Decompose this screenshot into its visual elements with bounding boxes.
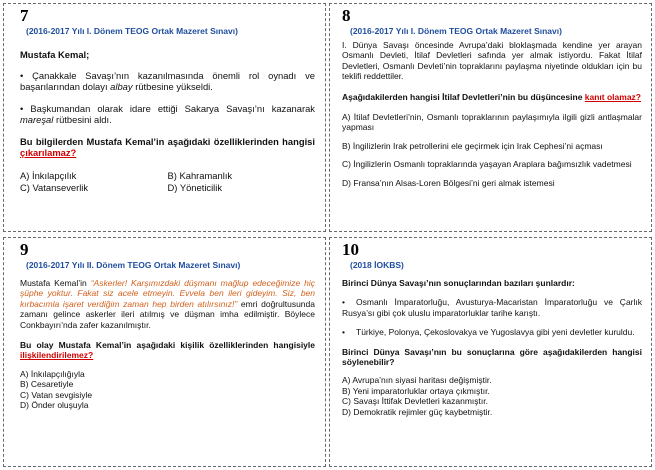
question-7-panel [3,3,326,232]
passage-text: I. Dünya Savaşı öncesinde Avrupa’daki bloklaşmada kendine yer arayan Osmanlı Devleti, İtilaf Devletleri safında yer almak istiyordu. Fakat İtilaf Devletleri, Osmanlı Devleti’nin topraklarını paylaşma niyetinde oldukları için bu teklifi reddettiler. [342,40,642,82]
exam-source: (2016-2017 Yılı I. Dönem TEOG Ortak Mazeret Sınavı) [26,26,238,36]
question-title: Mustafa Kemal; [20,49,90,60]
question-intro: Birinci Dünya Savaşı’nın sonuçlarından bazıları şunlardır: [342,278,575,288]
option-b[interactable]: B) Yeni imparatorluklar ortaya çıkmıştır. [342,385,490,396]
option-a[interactable]: A) İnkılapçılığıyla [20,368,85,379]
option-c[interactable]: C) Vatanseverlik [20,181,89,193]
option-d[interactable]: D) Önder oluşuyla [20,400,89,411]
option-c[interactable]: C) İngilizlerin Osmanlı topraklarında yaşayan Araplara bağımsızlık vadetmesi [342,159,632,170]
answer-options [342,375,642,417]
answer-options [20,170,315,192]
bullet-item: • Çanakkale Savaşı’nın kazanılmasında önemli rol oynadı ve başarılarından dolayı albay rütbesine yükseldi. [20,70,315,93]
question-number: 10 [342,240,359,259]
question-10-panel [329,237,652,467]
option-a[interactable]: A) İtilaf Devletleri’nin, Osmanlı topraklarının paylaşımıyla ilgili gizli antlaşmalar yapması [342,112,642,133]
exam-source: (2016-2017 Yılı I. Dönem TEOG Ortak Mazeret Sınavı) [350,26,562,36]
option-b[interactable]: B) Cesaretiyle [20,379,74,390]
passage-text: Mustafa Kemal’in “Askerler! Karşımızdaki düşmanı mağlup edeceğimize hiç şüphe yoktur. Fakat siz acele etmeyin. Evvela ben ileri gideyim. Siz, ben kırbacımla işaret verdiğim zaman hep birden atılırsınız!” emri doğrultusunda zamanı gelince askerler ileri atılmış ve düşman imha edilmiştir. Böylece Conkbayırı’nda zafer kazanılmıştır. [20,278,315,330]
option-a[interactable]: A) İnkılapçılık [20,170,77,182]
answer-options [20,369,315,411]
bullet-icon: • [20,102,24,114]
question-number: 9 [20,240,29,259]
quote-text: “Askerler! Karşımızdaki düşmanı mağlup edeceğimize hiç şüphe yoktur. Fakat siz acele etmeyin. Evvela ben ileri gideyim. Siz, ben kırbacımla işaret verdiğim zaman hep birden atılırsınız!” [20,278,315,309]
negative-keyword: çıkarılamaz? [20,147,77,159]
option-b[interactable]: B) Kahramanlık [167,170,233,182]
exam-source: (2018 İOKBS) [350,260,404,270]
bullet-item: • Türkiye, Polonya, Çekoslovakya ve Yugoslavya gibi yeni devletler kuruldu. [342,327,635,338]
question-9-panel [3,237,326,467]
option-d[interactable]: D) Yöneticilik [167,181,223,193]
question-stem: Bu olay Mustafa Kemal’in aşağıdaki kişilik özelliklerinden hangisiyle ilişkilendirilemez? [20,340,315,361]
bullet-icon: • [342,327,345,338]
negative-keyword: kanıt olamaz? [584,91,641,102]
option-d[interactable]: D) Demokratik rejimler güç kaybetmiştir. [342,406,493,417]
question-stem: Birinci Dünya Savaşı’nın bu sonuçlarına göre aşağıdakilerden hangisi söylenebilir? [342,346,642,368]
question-stem: Aşağıdakilerden hangisi İtilaf Devletleri’nin bu düşüncesine kanıt olamaz? [342,91,641,102]
question-number: 8 [342,6,351,25]
option-a[interactable]: A) Avrupa’nın siyasi haritası değişmiştir. [342,375,492,386]
exam-source: (2016-2017 Yılı II. Dönem TEOG Ortak Mazeret Sınavı) [26,260,241,270]
bullet-item: • Osmanlı İmparatorluğu, Avusturya-Macaristan İmparatorluğu ve Çarlık Rusya’sı gibi çok uluslu imparatorluklar tarihe karıştı. [342,297,642,318]
negative-keyword: ilişkilendirilemez? [20,350,94,361]
option-d[interactable]: D) Fransa’nın Alsas-Loren Bölgesi’ni geri almak istemesi [342,177,555,188]
option-c[interactable]: C) Savaşı İttifak Devletleri kazanmıştır. [342,396,488,407]
question-number: 7 [20,6,29,25]
question-stem: Bu bilgilerden Mustafa Kemal’in aşağıdaki özelliklerinden hangisi çıkarılamaz? [20,136,315,159]
bullet-item: • Başkumandan olarak idare ettiği Sakarya Savaşı’nı kazanarak mareşal rütbesini aldı. [20,102,315,125]
bullet-icon: • [20,70,24,82]
option-c[interactable]: C) Vatan sevgisiyle [20,389,93,400]
question-8-panel [329,3,652,232]
bullet-icon: • [342,297,345,308]
option-b[interactable]: B) İngilizlerin Irak petrollerini ele geçirmek için Irak Cephesi’ni açması [342,140,603,151]
